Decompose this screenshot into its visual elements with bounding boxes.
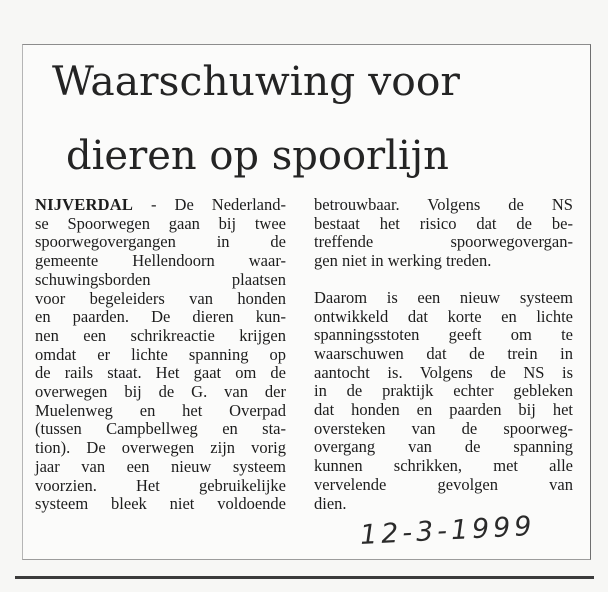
article-line: nen een schrikreactie krijgen [35,325,286,345]
headline-line-2: dieren op spoorlijn [66,133,449,179]
article-line: Daarom is een nieuw systeem [314,287,573,307]
article-line: voorzien. Het gebruikelijke [35,475,286,495]
article-line: (tussen Campbellweg en sta- [35,419,286,439]
article-left-column [35,196,286,514]
article-line: treffende spoorwegovergan- [314,232,573,252]
article-line: schuwingsborden plaatsen [35,269,286,289]
article-line: betrouwbaar. Volgens de NS [314,195,573,214]
handwritten-date: 12-3-1999 [359,510,537,551]
article-line: dien. [314,493,347,513]
article-line: dat honden en paarden bij het [314,400,573,420]
article-line: jaar van een nieuw systeem [35,456,286,476]
article-line: omdat er lichte spanning op [35,344,286,364]
article-line: en paarden. De dieren kun- [35,307,286,327]
article-line [35,196,286,215]
article-line: gen niet in werking treden. [314,251,492,271]
article-line: voor begeleiders van honden [35,288,286,308]
article-line: ontwikkeld dat korte en lichte [314,306,573,326]
dateline: NIJVERDAL [35,195,134,214]
article-line: de rails staat. Het gaat om de [35,363,286,383]
article-line: vervelende gevolgen van [314,474,573,494]
paragraph-gap [314,271,573,289]
bottom-rule [15,576,594,579]
article-line: aantocht is. Volgens de NS is [314,362,573,382]
article-line: waarschuwen dat de trein in [314,343,573,363]
article-line: tion). De overwegen zijn vorig [35,438,286,458]
article-line: gemeente Hellendoorn waar- [35,251,286,271]
article-line: in de praktijk echter gebleken [314,381,573,401]
article-line: se Spoorwegen gaan bij twee [35,213,286,233]
article-line: oversteken van de spoorweg- [314,418,573,438]
headline-line-1: Waarschuwing voor [52,59,460,105]
article-line: spanningsstoten geeft om te [314,325,573,345]
article-line: kunnen schrikken, met alle [314,456,573,476]
article-line: overwegen bij de G. van der [35,382,286,402]
article-line: overgang van de spanning [314,437,573,457]
article-line: bestaat het risico dat de be- [314,213,573,233]
article-line-text: - De Nederland- [133,195,286,214]
article-line: spoorwegovergangen in de [35,232,286,252]
article-line: systeem bleek niet voldoende [35,494,286,514]
article-right-column [314,196,573,513]
article-line: Muelenweg en het Overpad [35,400,286,420]
